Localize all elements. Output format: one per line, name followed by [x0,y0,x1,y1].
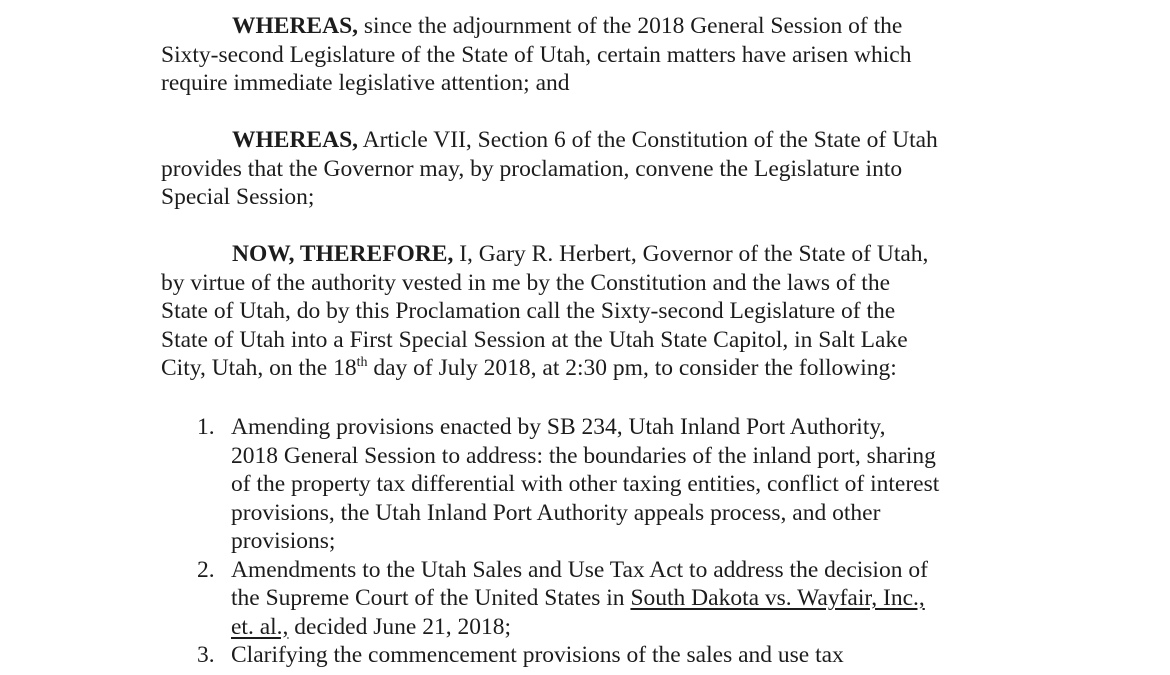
whereas-paragraph-1 [161,12,1021,98]
list-item-number: 2. [197,556,215,583]
list-item-line: of the property tax differential with other taxing entities, conflict of interest [231,471,940,497]
list-item-line: provisions; [231,528,336,554]
list-item-line: Amending provisions enacted by SB 234, Utah Inland Port Authority, [231,414,886,440]
paragraph-line: Special Session; [161,184,315,210]
paragraph-lead: NOW, THEREFORE, [232,241,454,267]
paragraph-line: State of Utah into a First Special Session at the Utah State Capitol, in Salt Lake [161,326,908,353]
list-item-line: provisions, the Utah Inland Port Authority appeals process, and other [231,499,881,526]
paragraph-line: since the adjournment of the 2018 General Session of the [358,13,903,39]
case-name: South Dakota vs. Wayfair, Inc., [630,585,925,611]
paragraph-line: I, Gary R. Herbert, Governor of the State of Utah, [453,241,929,267]
paragraph-line: require immediate legislative attention; and [161,70,570,96]
paragraph-line: State of Utah, do by this Proclamation call the Sixty-second Legislature of the [161,298,896,324]
paragraph-line: Article VII, Section 6 of the Constitution of the State of Utah [358,127,938,153]
list-item-line: 2018 General Session to address: the boundaries of the inland port, sharing [231,442,936,469]
list-item-line: Clarifying the commencement provisions of the sales and use tax [231,642,844,668]
paragraph-lead: WHEREAS, [232,13,359,39]
list-item-number: 1. [197,414,215,440]
list-item [161,413,1061,556]
paragraph-line: day of July 2018, at 2:30 pm, to consider the following: [367,355,897,381]
whereas-paragraph-2 [161,126,1021,212]
list-item [161,641,1061,670]
list-item-line: decided June 21, 2018; [288,613,511,640]
now-therefore-paragraph [161,240,1021,383]
list-item-line: the Supreme Court of the United States in [231,585,631,611]
list-item [161,556,1061,642]
ordinal-suffix: th [356,355,368,370]
list-item-number: 3. [197,642,215,668]
session-topics-list [161,413,1061,670]
paragraph-line: City, Utah, on the 18 [161,355,357,381]
case-name: et. al., [231,613,289,640]
paragraph-line: provides that the Governor may, by proclamation, convene the Legislature into [161,155,903,182]
paragraph-line: Sixty-second Legislature of the State of Utah, certain matters have arisen which [161,41,912,68]
paragraph-lead: WHEREAS, [232,127,359,153]
list-item-line: Amendments to the Utah Sales and Use Tax Act to address the decision of [231,556,928,583]
paragraph-line: by virtue of the authority vested in me by the Constitution and the laws of the [161,269,891,296]
